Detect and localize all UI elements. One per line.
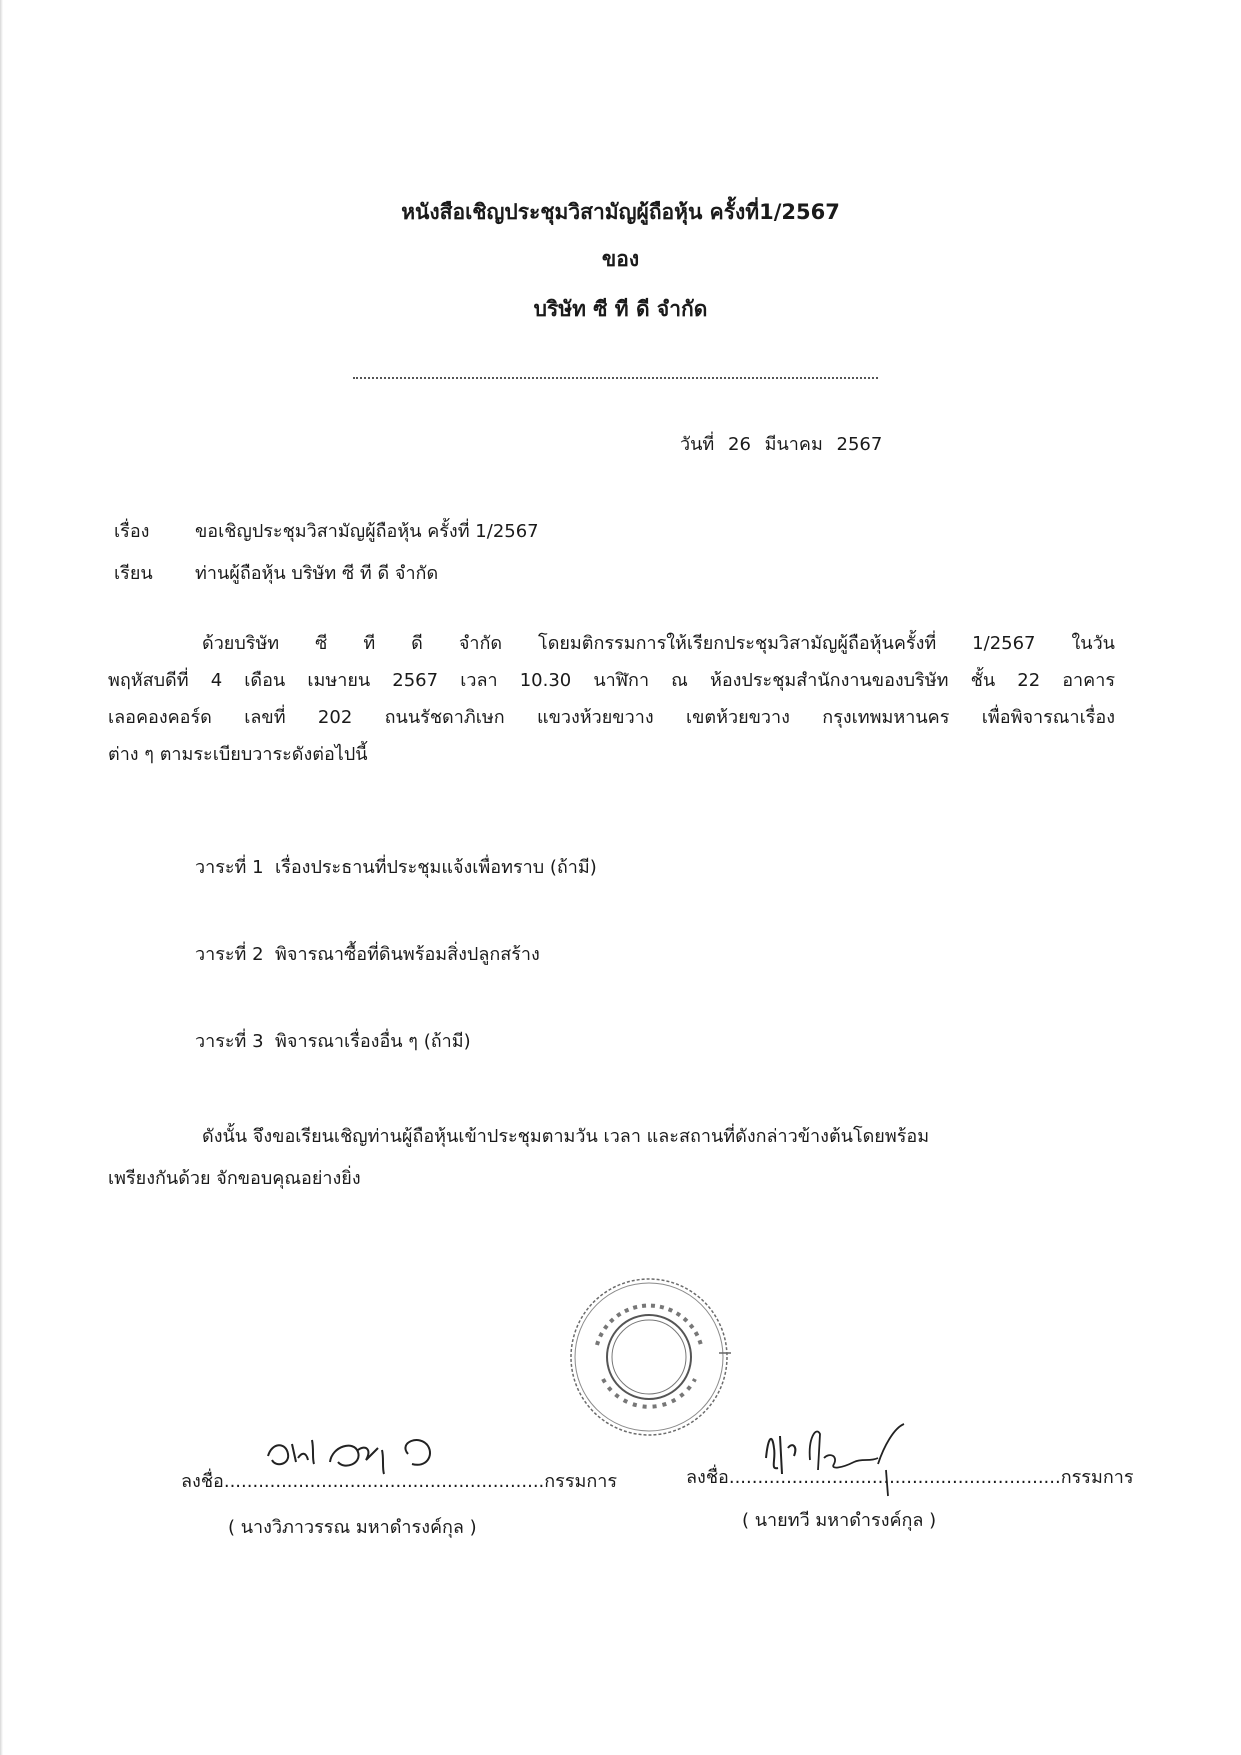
signatory-name-2: ( นายทวี มหาดำรงค์กุล ) — [742, 1510, 937, 1531]
addressee-value: ท่านผู้ถือหุ้น บริษัท ซี ที ดี จำกัด — [195, 563, 439, 584]
paragraph-line: พฤหัสบดีที่ 4 เดือน เมษายน 2567 เวลา 10.30 นาฬิกา ณ ห้องประชุมสำนักงานของบริษัท ชั้น 22 อาคาร — [108, 670, 1115, 691]
closing-line: ดังนั้น จึงขอเรียนเชิญท่านผู้ถือหุ้นเข้าประชุมตามวัน เวลา และสถานที่ดังกล่าวข้างต้นโดยพร้อม — [202, 1126, 930, 1147]
closing-paragraph — [108, 1116, 1052, 1200]
letter-date: วันที่ 26 มีนาคม 2567 — [680, 434, 883, 455]
signature-line-2 — [686, 1462, 1134, 1491]
sign-prefix: ลงชื่อ — [181, 1471, 224, 1492]
sign-role: กรรมการ — [1060, 1467, 1134, 1488]
document-title-of: ของ — [601, 247, 640, 271]
invitation-paragraph — [108, 625, 1115, 773]
sign-dots: .......................................................... — [728, 1467, 1061, 1488]
signatory-name-1: ( นางวิภาวรรณ มหาดำรงค์กุล ) — [228, 1517, 477, 1538]
paragraph-line: ด้วยบริษัท ซี ที ดี จำกัด โดยมติกรรมการให้เรียกประชุมวิสามัญผู้ถือหุ้นครั้งที่ 1/2567 ในวัน — [202, 633, 1115, 654]
document-title: หนังสือเชิญประชุมวิสามัญผู้ถือหุ้น ครั้งที่1/2567 — [401, 200, 840, 224]
agenda-item-1 — [195, 852, 597, 881]
subject-label: เรื่อง — [114, 521, 150, 542]
sign-role: กรรมการ — [544, 1471, 618, 1492]
agenda-item-3 — [195, 1026, 471, 1055]
sign-prefix: ลงชื่อ — [686, 1467, 729, 1488]
paragraph-line: เลอคองคอร์ด เลขที่ 202 ถนนรัชดาภิเษก แขวงห้วยขวาง เขตห้วยขวาง กรุงเทพมหานคร เพื่อพิจารณาเรื่อง — [108, 707, 1115, 728]
agenda-item-2 — [195, 939, 540, 968]
company-seal-icon — [567, 1275, 731, 1439]
agenda-label: วาระที่ 2 — [195, 944, 264, 965]
subject-value: ขอเชิญประชุมวิสามัญผู้ถือหุ้น ครั้งที่ 1/2567 — [195, 521, 539, 542]
sign-dots: ........................................................ — [223, 1471, 545, 1492]
agenda-label: วาระที่ 3 — [195, 1031, 264, 1052]
paragraph-line: ต่าง ๆ ตามระเบียบวาระดังต่อไปนี้ — [108, 744, 368, 765]
header-divider — [353, 377, 878, 379]
signature-line-1 — [181, 1466, 617, 1495]
addressee-label: เรียน — [114, 563, 153, 584]
agenda-text: พิจารณาเรื่องอื่น ๆ (ถ้ามี) — [275, 1031, 471, 1052]
closing-line: เพรียงกันด้วย จักขอบคุณอย่างยิ่ง — [108, 1168, 361, 1189]
agenda-text: เรื่องประธานที่ประชุมแจ้งเพื่อทราบ (ถ้ามี) — [275, 857, 597, 878]
company-name-heading: บริษัท ซี ที ดี จำกัด — [533, 297, 708, 321]
agenda-text: พิจารณาซื้อที่ดินพร้อมสิ่งปลูกสร้าง — [275, 944, 540, 965]
agenda-label: วาระที่ 1 — [195, 857, 264, 878]
